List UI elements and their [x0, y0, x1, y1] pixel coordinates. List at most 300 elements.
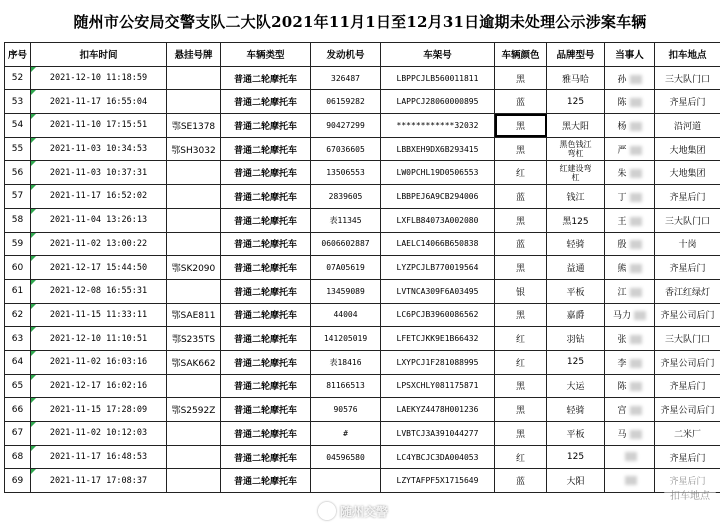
cell-person-text: 宫 [617, 406, 627, 417]
cell-no-text: 69 [11, 475, 24, 486]
watermark-text: 随州交警 [340, 504, 389, 519]
cell-person[interactable] [605, 350, 655, 374]
cell-no[interactable] [5, 350, 31, 374]
cell-person-text: 熊 [617, 264, 627, 275]
cell-type[interactable] [221, 161, 311, 185]
cell-person[interactable] [605, 208, 655, 232]
redaction-blur [630, 169, 642, 178]
cell-vin[interactable] [381, 422, 495, 446]
cell-type-text: 普通二轮摩托车 [233, 358, 297, 369]
cell-time[interactable] [31, 90, 167, 114]
cell-color[interactable] [495, 374, 547, 398]
cell-brand[interactable] [547, 185, 605, 209]
cell-engine[interactable] [311, 327, 381, 351]
cell-person[interactable] [605, 327, 655, 351]
cell-brand[interactable] [547, 445, 605, 469]
cell-no-text: 57 [11, 191, 24, 202]
cell-place[interactable] [655, 374, 720, 398]
cell-brand[interactable] [547, 374, 605, 398]
cell-place-text: 香江红绿灯 [664, 287, 710, 298]
cell-vin[interactable] [381, 256, 495, 280]
header-row [5, 43, 720, 67]
cell-person[interactable] [605, 398, 655, 422]
cell-engine-text: 2839605 [328, 191, 363, 201]
cell-plate[interactable] [167, 208, 221, 232]
cell-time[interactable] [31, 445, 167, 469]
cell-engine-text: 13459089 [326, 286, 365, 296]
cell-color[interactable] [495, 327, 547, 351]
cell-time[interactable] [31, 303, 167, 327]
cell-place[interactable] [655, 185, 720, 209]
cell-person-text: 杨 [617, 121, 627, 132]
cell-engine-text: 0606602887 [321, 239, 370, 249]
cell-vin[interactable] [381, 327, 495, 351]
cell-color[interactable] [495, 398, 547, 422]
cell-color[interactable] [495, 350, 547, 374]
cell-person[interactable] [605, 137, 655, 161]
table-row [5, 445, 720, 469]
cell-engine[interactable] [311, 279, 381, 303]
cell-time[interactable] [31, 185, 167, 209]
cell-color-text: 黑 [515, 216, 525, 227]
cell-type[interactable] [221, 90, 311, 114]
table-row [5, 422, 720, 446]
cell-plate[interactable] [167, 327, 221, 351]
cell-vin[interactable] [381, 279, 495, 303]
cell-type[interactable] [221, 137, 311, 161]
cell-place[interactable] [655, 208, 720, 232]
cell-plate[interactable] [167, 422, 221, 446]
cell-brand[interactable] [547, 469, 605, 493]
cell-place-text: 三大队门口 [664, 74, 710, 85]
cell-engine[interactable] [311, 445, 381, 469]
cell-brand-text: 雅马哈 [561, 74, 589, 85]
cell-color[interactable] [495, 303, 547, 327]
cell-plate[interactable] [167, 374, 221, 398]
cell-time[interactable] [31, 137, 167, 161]
cell-no-text: 67 [11, 428, 24, 439]
cell-color-text: 蓝 [515, 98, 525, 109]
table-row [5, 256, 720, 280]
cell-place[interactable] [655, 350, 720, 374]
cell-type[interactable] [221, 398, 311, 422]
cell-person[interactable] [605, 232, 655, 256]
cell-plate[interactable] [167, 445, 221, 469]
cell-no[interactable] [5, 303, 31, 327]
cell-type-text: 普通二轮摩托车 [233, 192, 297, 203]
cell-vin[interactable] [381, 350, 495, 374]
cell-type[interactable] [221, 185, 311, 209]
cell-time[interactable] [31, 350, 167, 374]
redaction-blur [630, 122, 642, 131]
cell-engine[interactable] [311, 114, 381, 138]
header-type: 车辆类型 [221, 43, 311, 67]
cell-place-text: 三大队门口 [664, 335, 710, 346]
cell-place-text: 齐星后门 [669, 98, 706, 109]
cell-person-text: 马 [617, 429, 627, 440]
cell-time-text: 2021-11-03 10:34:53 [49, 144, 148, 155]
cell-no[interactable] [5, 469, 31, 493]
cell-person[interactable] [605, 374, 655, 398]
header-vin: 车架号 [381, 43, 495, 67]
cell-type-text: 普通二轮摩托车 [233, 145, 297, 156]
cell-color-text: 蓝 [515, 240, 525, 251]
cell-place[interactable] [655, 398, 720, 422]
cell-type-text: 普通二轮摩托车 [233, 216, 297, 227]
cell-type[interactable] [221, 350, 311, 374]
cell-vin[interactable] [381, 208, 495, 232]
cell-brand-text: 钱江 [566, 192, 585, 203]
cell-engine[interactable] [311, 90, 381, 114]
cell-person-text: 殷 [617, 240, 627, 251]
redaction-blur [630, 75, 642, 84]
cell-person[interactable] [605, 90, 655, 114]
cell-no[interactable] [5, 279, 31, 303]
cell-plate-text: 鄂SE1378 [171, 121, 216, 132]
cell-type[interactable] [221, 445, 311, 469]
cell-brand-text: 黑125 [562, 216, 589, 227]
cell-engine[interactable] [311, 232, 381, 256]
cell-brand[interactable] [547, 279, 605, 303]
cell-person[interactable] [605, 114, 655, 138]
cell-place[interactable] [655, 279, 720, 303]
cell-type[interactable] [221, 422, 311, 446]
cell-engine-text: 326487 [331, 73, 360, 83]
cell-plate[interactable] [167, 469, 221, 493]
cell-brand[interactable] [547, 327, 605, 351]
cell-vin[interactable] [381, 161, 495, 185]
cell-person[interactable] [605, 422, 655, 446]
cell-engine[interactable] [311, 374, 381, 398]
cell-color[interactable] [495, 445, 547, 469]
cell-color[interactable] [495, 90, 547, 114]
cell-type[interactable] [221, 66, 311, 90]
redaction-blur [630, 335, 642, 344]
cell-type[interactable] [221, 303, 311, 327]
cell-no[interactable] [5, 445, 31, 469]
cell-vin-text: LAELC14066B650838 [396, 239, 479, 249]
cell-type-text: 普通二轮摩托车 [233, 121, 297, 132]
cell-no[interactable] [5, 208, 31, 232]
cell-place-text: 三大队门口 [664, 216, 710, 227]
cell-engine-text: 06159282 [326, 97, 365, 107]
cell-no-text: 59 [11, 238, 24, 249]
cell-no-text: 60 [11, 262, 24, 273]
cell-time-text: 2021-11-04 13:26:13 [49, 215, 148, 226]
table-row [5, 327, 720, 351]
cell-time[interactable] [31, 161, 167, 185]
cell-person[interactable] [605, 303, 655, 327]
cell-no[interactable] [5, 398, 31, 422]
cell-engine-text: 81166513 [326, 381, 365, 391]
cell-plate[interactable] [167, 90, 221, 114]
cell-place[interactable] [655, 137, 720, 161]
cell-vin[interactable] [381, 374, 495, 398]
cell-place[interactable] [655, 161, 720, 185]
watermark [318, 500, 388, 522]
cell-vin[interactable] [381, 66, 495, 90]
cell-brand[interactable] [547, 161, 605, 185]
cell-time-text: 2021-11-02 13:00:22 [49, 238, 148, 249]
cell-brand[interactable] [547, 66, 605, 90]
table-row [5, 90, 720, 114]
redaction-blur [630, 240, 642, 249]
cell-plate-text: 鄂SK2090 [171, 264, 216, 275]
cell-vin[interactable] [381, 90, 495, 114]
cell-vin[interactable] [381, 398, 495, 422]
cell-vin[interactable] [381, 185, 495, 209]
cell-type-text: 普通二轮摩托车 [233, 74, 297, 85]
cell-time[interactable] [31, 327, 167, 351]
cell-person-text: 马力 [612, 311, 631, 322]
cell-no[interactable] [5, 66, 31, 90]
cell-type-text: 普通二轮摩托车 [233, 311, 297, 322]
cell-type[interactable] [221, 469, 311, 493]
cell-person[interactable] [605, 185, 655, 209]
cell-brand[interactable] [547, 137, 605, 161]
cell-place-text: 沿河道 [673, 121, 701, 132]
cell-place-text: 齐星后门 [669, 264, 706, 275]
cell-place[interactable] [655, 303, 720, 327]
cell-vin[interactable] [381, 445, 495, 469]
cell-plate[interactable] [167, 185, 221, 209]
cell-no-text: 63 [11, 333, 24, 344]
cell-brand-text: 125 [566, 96, 585, 107]
cell-engine-text: 表11345 [329, 215, 362, 225]
cell-engine[interactable] [311, 66, 381, 90]
cell-type[interactable] [221, 279, 311, 303]
cell-place[interactable] [655, 114, 720, 138]
cell-time-text: 2021-11-17 16:55:04 [49, 96, 148, 107]
cell-brand-text: 黑大阳 [561, 121, 589, 132]
cell-type[interactable] [221, 374, 311, 398]
cell-place[interactable] [655, 256, 720, 280]
cell-brand-text: 平板 [566, 429, 585, 440]
cell-time[interactable] [31, 469, 167, 493]
cell-brand[interactable] [547, 350, 605, 374]
redaction-blur [630, 406, 642, 415]
cell-time[interactable] [31, 208, 167, 232]
cell-no[interactable] [5, 185, 31, 209]
cell-color[interactable] [495, 232, 547, 256]
cell-engine[interactable] [311, 185, 381, 209]
redaction-blur [630, 264, 642, 273]
cell-time-text: 2021-11-17 16:52:02 [49, 191, 148, 202]
cell-no[interactable] [5, 327, 31, 351]
cell-no[interactable] [5, 114, 31, 138]
cell-person[interactable] [605, 279, 655, 303]
cell-plate[interactable] [167, 137, 221, 161]
cell-place[interactable] [655, 232, 720, 256]
cell-person[interactable] [605, 445, 655, 469]
cell-type-text: 普通二轮摩托车 [233, 264, 297, 275]
redaction-blur [630, 193, 642, 202]
cell-type[interactable] [221, 232, 311, 256]
cell-type[interactable] [221, 114, 311, 138]
cell-color[interactable] [495, 185, 547, 209]
cell-engine[interactable] [311, 256, 381, 280]
redaction-blur [625, 476, 637, 485]
cell-person[interactable] [605, 256, 655, 280]
cell-time[interactable] [31, 279, 167, 303]
cell-plate[interactable] [167, 232, 221, 256]
cell-color[interactable] [495, 137, 547, 161]
redaction-blur [630, 382, 642, 391]
cell-brand[interactable] [547, 422, 605, 446]
cell-engine[interactable] [311, 161, 381, 185]
redaction-blur [630, 430, 642, 439]
cell-no-text: 56 [11, 167, 24, 178]
cell-brand-text: 125 [566, 357, 585, 368]
cell-place-text: 齐星公司后门 [660, 406, 715, 417]
cell-plate[interactable] [167, 350, 221, 374]
cell-place[interactable] [655, 445, 720, 469]
cell-vin[interactable] [381, 303, 495, 327]
cell-vin-text: LFETCJKK9E1B66432 [396, 334, 479, 344]
cell-no[interactable] [5, 232, 31, 256]
cell-type-text: 普通二轮摩托车 [233, 382, 297, 393]
cell-person-text: 张 [617, 335, 627, 346]
cell-vin[interactable] [381, 469, 495, 493]
cell-place-text: 齐星后门 [669, 453, 706, 464]
cell-time-text: 2021-12-17 15:44:50 [49, 262, 148, 273]
cell-brand[interactable] [547, 232, 605, 256]
cell-color[interactable] [495, 469, 547, 493]
cell-type-text: 普通二轮摩托车 [233, 240, 297, 251]
cell-person[interactable] [605, 161, 655, 185]
cell-time[interactable] [31, 232, 167, 256]
cell-type[interactable] [221, 256, 311, 280]
redaction-blur [634, 311, 646, 320]
cell-place-text: 齐星后门 [669, 192, 706, 203]
cell-no[interactable] [5, 137, 31, 161]
cell-type-text: 普通二轮摩托车 [233, 335, 297, 346]
header-no: 序号 [5, 43, 31, 67]
cell-engine[interactable] [311, 398, 381, 422]
cell-place[interactable] [655, 90, 720, 114]
cell-engine[interactable] [311, 422, 381, 446]
cell-engine[interactable] [311, 350, 381, 374]
cell-color[interactable] [495, 256, 547, 280]
redaction-blur [630, 146, 642, 155]
cell-plate[interactable] [167, 66, 221, 90]
cell-no-text: 66 [11, 404, 24, 415]
cell-plate[interactable] [167, 256, 221, 280]
cell-time[interactable] [31, 398, 167, 422]
cell-color[interactable] [495, 161, 547, 185]
cell-no[interactable] [5, 374, 31, 398]
cell-no[interactable] [5, 256, 31, 280]
cell-plate-text: 鄂SAE811 [171, 311, 216, 322]
cell-engine[interactable] [311, 137, 381, 161]
cell-color-text: 红 [515, 453, 525, 464]
cell-plate[interactable] [167, 161, 221, 185]
cell-engine-text: 07A05619 [326, 263, 365, 273]
cell-engine[interactable] [311, 208, 381, 232]
cell-place-text: 十岗 [678, 240, 697, 251]
cell-engine[interactable] [311, 303, 381, 327]
cell-color[interactable] [495, 66, 547, 90]
cell-vin-text: LW0PCHL19D0506553 [396, 168, 479, 178]
cell-person-text: 朱 [617, 169, 627, 180]
cell-brand[interactable] [547, 114, 605, 138]
cell-color[interactable] [495, 279, 547, 303]
cell-type-text: 普通二轮摩托车 [233, 429, 297, 440]
cell-plate-text: 鄂S2592Z [171, 406, 216, 417]
cell-vin-text: LC4YBCJC3DA004053 [396, 452, 479, 462]
cell-brand[interactable] [547, 256, 605, 280]
cell-brand[interactable] [547, 90, 605, 114]
cell-no[interactable] [5, 161, 31, 185]
cell-type-text: 普通二轮摩托车 [233, 169, 297, 180]
cell-person[interactable] [605, 469, 655, 493]
cell-engine-text: 67036605 [326, 144, 365, 154]
cell-color-text: 黑 [515, 406, 525, 417]
cell-brand-text: 平板 [566, 287, 585, 298]
cell-time[interactable] [31, 256, 167, 280]
cell-plate[interactable] [167, 398, 221, 422]
cell-brand-text: 黑色钱江 弯杠 [559, 140, 592, 159]
cell-brand-text: 红建设弯 杠 [559, 163, 592, 182]
cell-vin[interactable] [381, 232, 495, 256]
cell-time[interactable] [31, 66, 167, 90]
cell-place[interactable] [655, 422, 720, 446]
cell-brand[interactable] [547, 208, 605, 232]
cell-vin-text: LPSXCHLY081175871 [396, 381, 479, 391]
cell-time[interactable] [31, 422, 167, 446]
redaction-blur [625, 452, 637, 461]
cell-time-text: 2021-12-17 16:02:16 [49, 380, 148, 391]
cell-color[interactable] [495, 422, 547, 446]
cell-plate[interactable] [167, 279, 221, 303]
cell-person[interactable] [605, 66, 655, 90]
cell-time[interactable] [31, 374, 167, 398]
cell-engine-text: # [343, 428, 348, 438]
cell-type[interactable] [221, 208, 311, 232]
cell-no-text: 54 [11, 120, 24, 131]
cell-no[interactable] [5, 90, 31, 114]
cell-no[interactable] [5, 422, 31, 446]
cell-plate[interactable] [167, 303, 221, 327]
cell-vin[interactable] [381, 137, 495, 161]
cell-engine[interactable] [311, 469, 381, 493]
header-place: 扣车地点 [655, 43, 720, 67]
table-row [5, 374, 720, 398]
cell-color[interactable] [495, 208, 547, 232]
cell-time-text: 2021-11-02 10:12:03 [49, 428, 148, 439]
cell-vin-text: LVTNCA309F6A03495 [396, 286, 479, 296]
cell-plate[interactable] [167, 114, 221, 138]
cell-no-text: 68 [11, 452, 24, 463]
cell-engine-text: 04596580 [326, 452, 365, 462]
cell-brand-text: 嘉爵 [566, 311, 585, 322]
cell-type[interactable] [221, 327, 311, 351]
cell-time[interactable] [31, 114, 167, 138]
cell-color[interactable] [495, 114, 547, 138]
cell-color-text: 黑 [515, 429, 525, 440]
cell-place[interactable] [655, 66, 720, 90]
table-row [5, 303, 720, 327]
cell-no-text: 55 [11, 144, 24, 155]
cell-vin[interactable] [381, 114, 495, 138]
cell-place[interactable] [655, 327, 720, 351]
cell-brand[interactable] [547, 398, 605, 422]
cell-engine-text: 141205019 [323, 334, 368, 344]
vehicle-table [4, 42, 720, 493]
redaction-blur [630, 359, 642, 368]
cell-brand[interactable] [547, 303, 605, 327]
redaction-blur [630, 288, 642, 297]
